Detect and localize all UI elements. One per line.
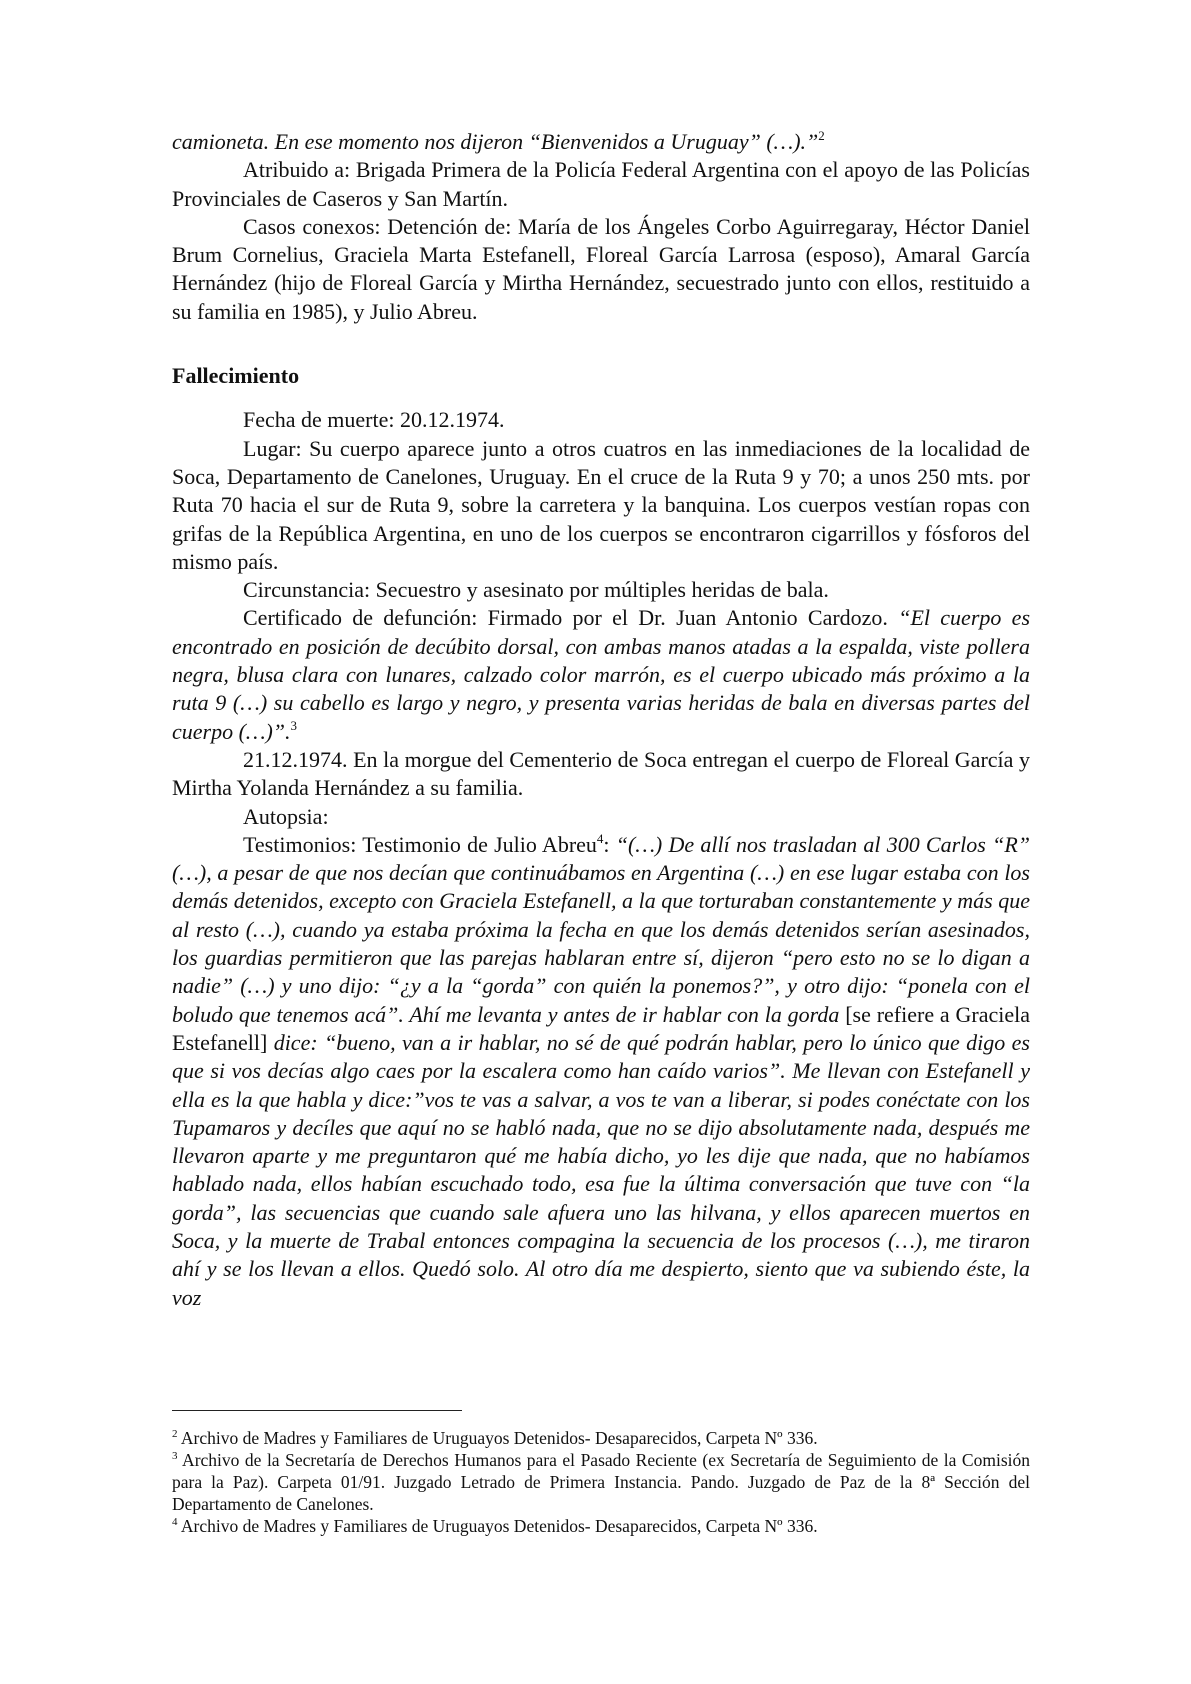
paragraph-continuation [172, 128, 1030, 156]
footnote [172, 1427, 1030, 1449]
paragraph-morgue: 21.12.1974. En la morgue del Cementerio de Soca entregan el cuerpo de Floreal García y Mirtha Yolanda Hernández a su familia. [172, 746, 1030, 801]
footnote-number: 4 [172, 1516, 178, 1528]
certificate-label: Certificado de defunción: Firmado por el Dr. Juan Antonio Cardozo. [243, 605, 899, 631]
footnote-separator [172, 1410, 462, 1411]
footnote-number: 3 [172, 1450, 178, 1462]
testimony-quote: “(…) De allí nos trasladan al 300 Carlos “R” (…), a pesar de que nos decían que continuábamos en Argentina (…) en ese lugar estaba con los demás detenidos, excepto con Graciela Estefanell, a la que torturaban constantemente y más que al resto (…), cuando ya estaba próxima la fecha en que los demás detenidos serían asesinados, los guardias permitieron que las parejas hablaran entre sí, dijeron “pero esto no se lo digan a nadie” (…) y uno dijo: “¿y a la “gorda” con quién la ponemos?”, y otro dijo: “ponela con el boludo que tenemos acá”. Ahí me levanta y antes de ir hablar con la gorda [172, 831, 1030, 1027]
paragraph-death-date: Fecha de muerte: 20.12.1974. [243, 407, 505, 433]
testimony-editorial-note: [se refiere a Graciela Estefanell] [172, 1001, 1030, 1055]
footnote-text: Archivo de Madres y Familiares de Uruguayos Detenidos- Desaparecidos, Carpeta Nº 336. [177, 1516, 818, 1536]
paragraph-place: Lugar: Su cuerpo aparece junto a otros cuatros en las inmediaciones de la localidad de Soca, Departamento de Canelones, Uruguay. En el cruce de la Ruta 9 y 70; a unos 250 mts. por Ruta 70 hacia el sur de Ruta 9, sobre la carretera y la banquina. Los cuerpos vestían ropas con grifas de la República Argentina, en uno de los cuerpos se encontraron cigarrillos y fósforos del mismo país. [172, 435, 1030, 574]
footnote-text: Archivo de la Secretaría de Derechos Humanos para el Pasado Reciente (ex Secretaría de Seguimiento de la Comisión para la Paz). Carpeta 01/91. Juzgado Letrado de Primera Instancia. Pando. Juzgado de Paz de la 8ª Sección del Departamento de Canelones. [172, 1450, 1030, 1514]
footnote [172, 1449, 1030, 1515]
paragraph-related-cases: Casos conexos: Detención de: María de los Ángeles Corbo Aguirregaray, Héctor Daniel Brum Cornelius, Graciela Marta Estefanell, Floreal García Larrosa (esposo), Amaral García Hernández (hijo de Floreal García y Mirtha Hernández, secuestrado junto con ellos, restituido a su familia en 1985), y Julio Abreu. [172, 213, 1030, 324]
footnote-ref: 4 [596, 830, 604, 846]
testimony-quote: dice: “bueno, van a ir hablar, no sé de qué podrán hablar, pero lo único que digo es que si vos decías algo caes por la escalera como han caído varios”. Me llevan con Estefanell y ella es la que habla y dice:”vos te vas a salvar, a vos te van a liberar, si podes conéctate con los Tupamaros y decíles que aquí no se habló nada, que no se dijo absolutamente nada, después me llevaron aparte y me preguntaron qué me había dicho, yo les dije que nada, que no habíamos hablado nada, ellos habían escuchado todo, esa fue la última conversación que tuve con “la gorda”, las secuencias que cuando sale afuera uno las hilvana, y ellos aparecen muertos en Soca, y la muerte de Trabal entonces compagina la secuencia de los procesos (…), me tiraron ahí y se los llevan a ellos. Quedó solo. Al otro día me despierto, siento que va subiendo éste, la voz [172, 1029, 1030, 1310]
document-body [172, 128, 1030, 1312]
paragraph-autopsy: Autopsia: [243, 803, 329, 829]
section-heading: Fallecimiento [172, 363, 300, 389]
footnote-ref: 2 [818, 128, 825, 143]
footnote-text: Archivo de Madres y Familiares de Uruguayos Detenidos- Desaparecidos, Carpeta Nº 336. [177, 1428, 818, 1448]
footnote-number: 2 [172, 1428, 178, 1440]
footnotes [172, 1427, 1030, 1537]
testimony-colon: : [603, 831, 616, 857]
testimony-label: Testimonios: Testimonio de Julio Abreu [243, 831, 597, 857]
paragraph-attributed: Atribuido a: Brigada Primera de la Policía Federal Argentina con el apoyo de las Policías Provinciales de Caseros y San Martín. [172, 157, 1030, 211]
paragraph-circumstance: Circunstancia: Secuestro y asesinato por múltiples heridas de bala. [243, 577, 829, 603]
footnote [172, 1515, 1030, 1537]
quote-text: camioneta. En ese momento nos dijeron “Bienvenidos a Uruguay” (…).” [172, 129, 819, 154]
paragraph-testimonies [172, 831, 1030, 1312]
paragraph-death-certificate [172, 604, 1030, 745]
certificate-quote: “El cuerpo es encontrado en posición de decúbito dorsal, con ambas manos atadas a la espalda, viste pollera negra, blusa clara con lunares, calzado color marrón, es el cuerpo ubicado más próximo a la ruta 9 (…) su cabello es largo y negro, y presenta varias heridas de bala en diversas partes del cuerpo (…)”. [172, 605, 1031, 744]
footnote-ref: 3 [290, 717, 298, 733]
